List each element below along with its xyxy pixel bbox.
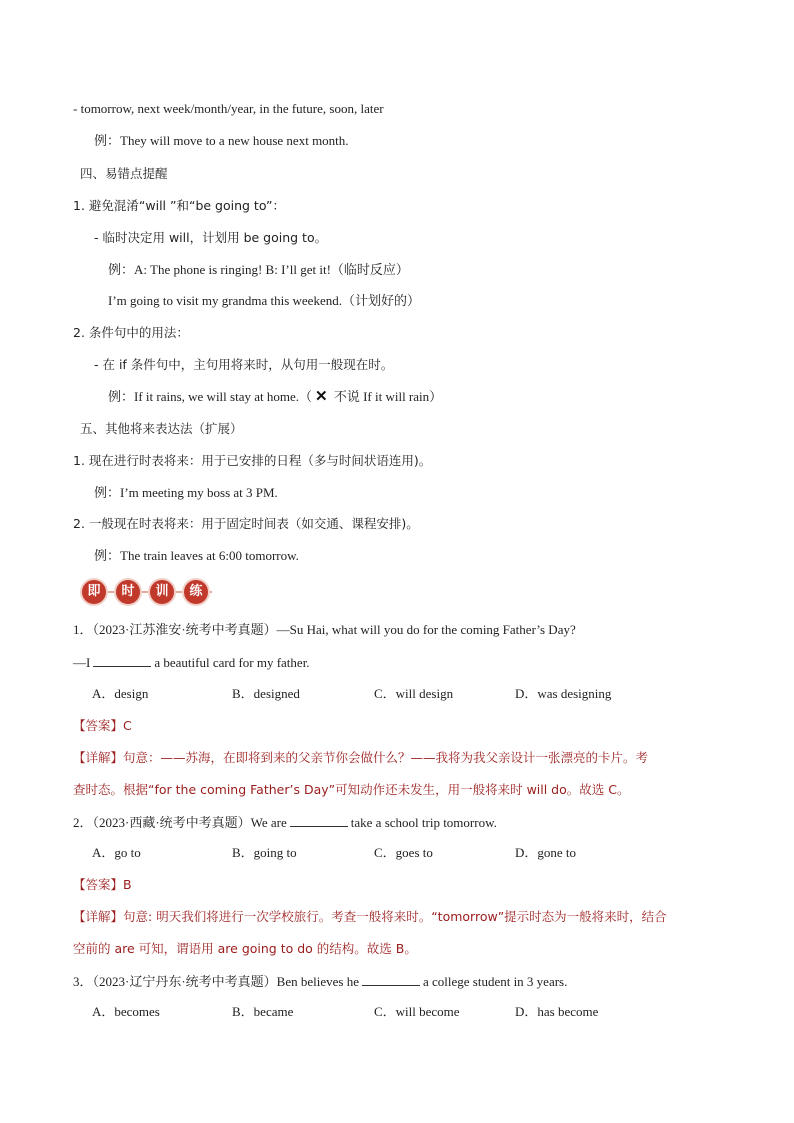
question-1-speaker: —I xyxy=(73,655,91,670)
question-2-option-d: D．gone to xyxy=(515,845,577,860)
question-1-option-a: A．design xyxy=(92,686,149,701)
time-expressions-line: - tomorrow, next week/month/year, in the future, soon, later xyxy=(73,101,384,116)
point-2-title: 2. 条件句中的用法： xyxy=(73,325,189,340)
question-3-stem-start: 3．（2023·辽宁丹东·统考中考真题）Ben believes he xyxy=(73,974,359,989)
answer-blank xyxy=(290,814,348,827)
question-1-explanation-1 xyxy=(73,750,648,766)
question-2-stem xyxy=(73,814,497,831)
question-2-explanation-1 xyxy=(73,909,667,925)
question-2-option-a: A．go to xyxy=(92,845,141,860)
question-3-stem xyxy=(73,973,567,990)
banner-char-2: 时 xyxy=(114,578,142,606)
section-heading-4: 四、易错点提醒 xyxy=(80,166,168,181)
cross-icon: ✕ xyxy=(315,389,328,405)
expression-1-title: 1. 现在进行时表将来：用于已安排的日程（多与时间状语连用)。 xyxy=(73,453,432,468)
expression-1-example: 例：I’m meeting my boss at 3 PM. xyxy=(94,485,278,500)
question-3-option-a: A．becomes xyxy=(92,1004,160,1019)
question-3-option-d: D．has become xyxy=(515,1004,599,1019)
question-2-option-c: C．goes to xyxy=(374,845,433,860)
banner-char-4: 练 xyxy=(182,578,210,606)
question-1-line-2-text: a beautiful card for my father. xyxy=(154,655,310,670)
question-3-option-b: B．became xyxy=(232,1004,294,1019)
question-1-option-d: D．was designing xyxy=(515,686,612,701)
point-2-example xyxy=(108,389,442,405)
explanation-text: 句意: 明天我们将进行一次学校旅行。考查一般将来时。“tomorrow”提示时态为一般将来时，结合 xyxy=(123,909,667,924)
banner-char-1: 即 xyxy=(80,578,108,606)
point-1-rule: - 临时决定用 will，计划用 be going to。 xyxy=(94,230,328,245)
expression-2-title: 2. 一般现在时表将来：用于固定时间表（如交通、课程安排)。 xyxy=(73,516,419,531)
question-1-option-c: C．will design xyxy=(374,686,454,701)
point-2-rule: - 在 if 条件句中，主句用将来时，从句用一般现在时。 xyxy=(94,357,394,372)
question-3-stem-end: a college student in 3 years. xyxy=(422,974,568,989)
point-1-title: 1. 避免混淆“will ”和“be going to”： xyxy=(73,198,286,213)
explanation-text: 句意：——苏海，在即将到来的父亲节你会做什么？——我将为我父亲设计一张漂亮的卡片。考 xyxy=(123,750,649,765)
answer-blank xyxy=(93,654,151,667)
question-1-stem: 1．（2023·江苏淮安·统考中考真题）—Su Hai, what will you do for the coming Father’s Day? xyxy=(73,622,576,637)
question-1-line-2 xyxy=(73,654,310,671)
example-sentence: 例：They will move to a new house next month. xyxy=(94,133,349,148)
question-2-stem-start: 2．（2023·西藏·统考中考真题）We are xyxy=(73,815,287,830)
explanation-label: 【详解】 xyxy=(73,750,124,765)
question-1-explanation-2: 查时态。根据“for the coming Father’s Day”可知动作还未发生，用一般将来时 will do。故选 C。 xyxy=(73,782,630,797)
question-2-option-b: B．going to xyxy=(232,845,297,860)
question-2-explanation-2: 空前的 are 可知，谓语用 are going to do 的结构。故选 B。 xyxy=(73,941,417,956)
banner-char-3: 训 xyxy=(148,578,176,606)
question-1-answer: 【答案】C xyxy=(73,718,132,733)
practice-banner xyxy=(80,577,212,607)
question-2-stem-end: take a school trip tomorrow. xyxy=(350,815,497,830)
explanation-label: 【详解】 xyxy=(73,909,124,924)
question-3-option-c: C．will become xyxy=(374,1004,460,1019)
point-1-example-1: 例：A: The phone is ringing! B: I’ll get it!（临时反应） xyxy=(108,262,409,277)
point-2-example-text: 例：If it rains, we will stay at home.（ xyxy=(108,389,312,404)
expression-2-example: 例：The train leaves at 6:00 tomorrow. xyxy=(94,548,299,563)
point-1-example-2: I’m going to visit my grandma this weekend.（计划好的） xyxy=(108,293,420,308)
question-2-answer: 【答案】B xyxy=(73,877,132,892)
answer-blank xyxy=(362,973,420,986)
section-heading-5: 五、其他将来表达法（扩展） xyxy=(80,421,243,436)
point-2-example-note: 不说 If it will rain） xyxy=(330,389,443,404)
question-1-option-b: B．designed xyxy=(232,686,300,701)
